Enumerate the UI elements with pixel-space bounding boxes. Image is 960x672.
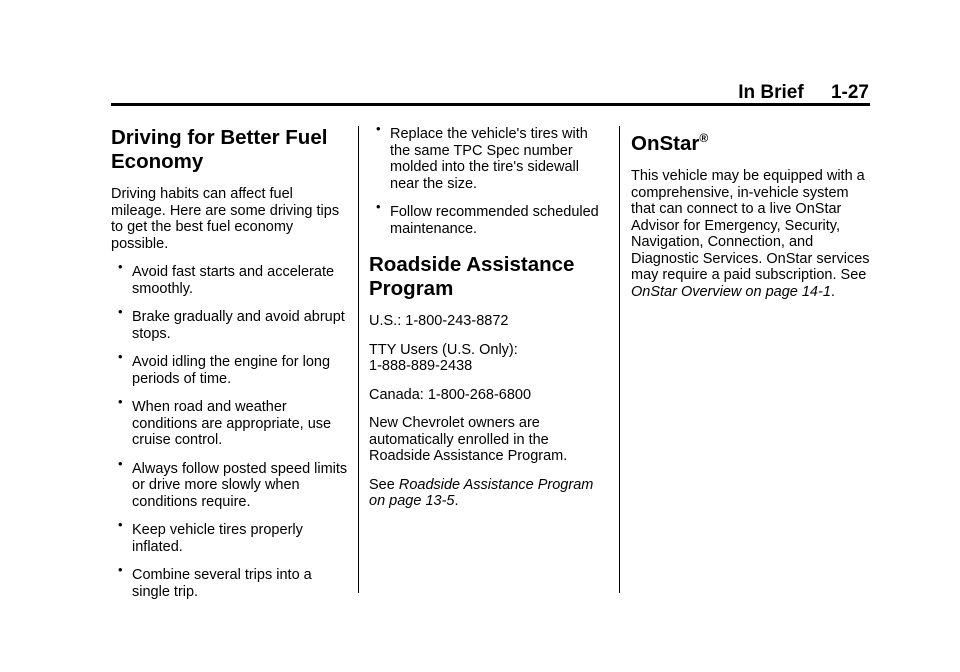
roadside-reference: See Roadside Assistance Program on page 13-5. (369, 476, 594, 509)
onstar-page-reference: OnStar Overview on page 14-1 (631, 283, 831, 300)
fuel-tips-list-continued (369, 121, 609, 237)
section-title: In Brief (738, 82, 804, 103)
bullet-icon: • (118, 304, 123, 319)
list-item: • Combine several trips into a single trip. (118, 562, 312, 600)
fuel-economy-heading: Driving for Better Fuel Economy (111, 126, 328, 173)
list-item: • Follow recommended scheduled maintenance. (376, 199, 599, 237)
column-2 (369, 121, 609, 522)
onstar-description: This vehicle may be equipped with a comprehensive, in-vehicle system that can connect to a live OnStar Advisor for Emergency, Security, Navigation, Connection, and Diagnostic Services. OnStar services may require a paid subscription. See OnStar Overview on page 14-1. (631, 168, 870, 300)
roadside-canada-number: Canada: 1-800-268-6800 (369, 386, 532, 403)
bullet-icon: • (118, 562, 123, 577)
roadside-page-reference: Roadside Assistance Program on page 13-5 (369, 476, 594, 509)
roadside-tty: TTY Users (U.S. Only): 1-888-889-2438 (369, 341, 518, 374)
list-item: • Avoid idling the engine for long periods of time. (118, 349, 331, 387)
list-item: • When road and weather conditions are appropriate, use cruise control. (118, 394, 332, 448)
roadside-enrollment-text: New Chevrolet owners are automatically enrolled in the Roadside Assistance Program. (369, 415, 568, 464)
list-item: • Keep vehicle tires properly inflated. (118, 517, 303, 555)
bullet-icon: • (118, 517, 123, 532)
bullet-icon: • (376, 199, 381, 214)
fuel-tips-list (111, 259, 351, 600)
page-number: 1-27 (830, 82, 869, 103)
roadside-us-number: U.S.: 1-800-243-8872 (369, 313, 509, 329)
column-divider-1 (358, 126, 359, 593)
column-1 (111, 126, 351, 612)
column-3 (631, 126, 873, 312)
list-item: • Avoid fast starts and accelerate smoothly. (118, 259, 335, 297)
registered-mark: ® (699, 131, 709, 146)
bullet-icon: • (118, 349, 123, 364)
list-item: • Replace the vehicle's tires with the same TPC Spec number molded into the tire's sidewall near the size. (376, 121, 588, 192)
bullet-icon: • (118, 455, 123, 471)
list-item: • Always follow posted speed limits or drive more slowly when conditions require. (118, 455, 348, 510)
roadside-assistance-heading: Roadside Assistance Program (369, 253, 575, 300)
bullet-icon: • (118, 259, 123, 274)
bullet-icon: • (118, 394, 123, 409)
column-divider-2 (619, 126, 620, 593)
header-rule (111, 103, 870, 106)
onstar-heading: OnStar® (631, 131, 709, 155)
fuel-economy-intro: Driving habits can affect fuel mileage. Here are some driving tips to get the best fuel economy possible. (111, 186, 340, 252)
list-item: • Brake gradually and avoid abrupt stops. (118, 304, 345, 342)
bullet-icon: • (376, 121, 381, 136)
